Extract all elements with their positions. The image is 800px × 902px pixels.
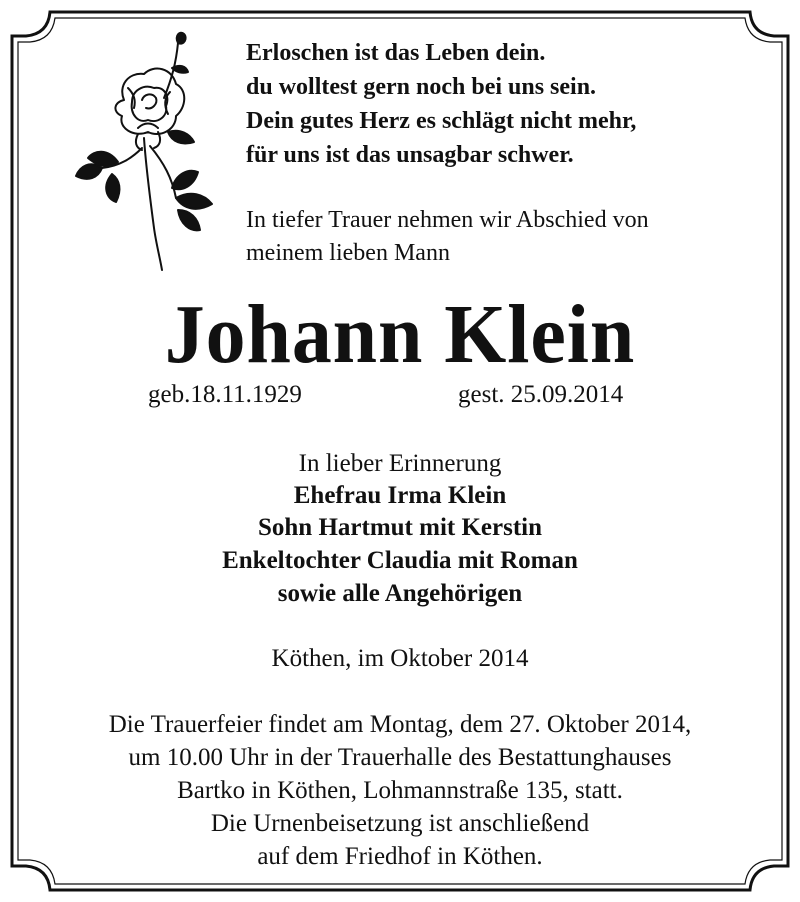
remembrance-label: In lieber Erinnerung: [298, 450, 502, 477]
poem-line-2: du wolltest gern noch bei uns sein.: [246, 74, 597, 100]
death-date: gest. 25.09.2014: [458, 381, 624, 408]
place-date: Köthen, im Oktober 2014: [271, 645, 529, 672]
funeral-line-4: Die Urnenbeisetzung ist anschließend: [210, 810, 590, 837]
deceased-name: Johann Klein: [164, 288, 636, 381]
mourner-line-3: Enkeltochter Claudia mit Roman: [222, 547, 578, 574]
birth-date: geb.18.11.1929: [148, 381, 302, 408]
poem-line-4: für uns ist das unsagbar schwer.: [246, 142, 574, 168]
poem-line-3: Dein gutes Herz es schlägt nicht mehr,: [246, 108, 637, 134]
funeral-line-1: Die Trauerfeier findet am Montag, dem 27. Oktober 2014,: [108, 711, 692, 738]
intro-line-2: meinem lieben Mann: [246, 240, 450, 266]
funeral-line-5: auf dem Friedhof in Köthen.: [257, 843, 543, 870]
mourner-line-4: sowie alle Angehörigen: [277, 580, 523, 607]
funeral-line-2: um 10.00 Uhr in der Trauerhalle des Bestattunghauses: [128, 744, 672, 771]
rose-icon: [72, 28, 222, 273]
mourner-line-2: Sohn Hartmut mit Kerstin: [257, 514, 543, 541]
mourner-line-1: Ehefrau Irma Klein: [293, 482, 507, 509]
funeral-line-3: Bartko in Köthen, Lohmannstraße 135, statt.: [177, 777, 623, 804]
intro-line-1: In tiefer Trauer nehmen wir Abschied von: [246, 207, 649, 233]
poem-line-1: Erloschen ist das Leben dein.: [246, 40, 546, 66]
